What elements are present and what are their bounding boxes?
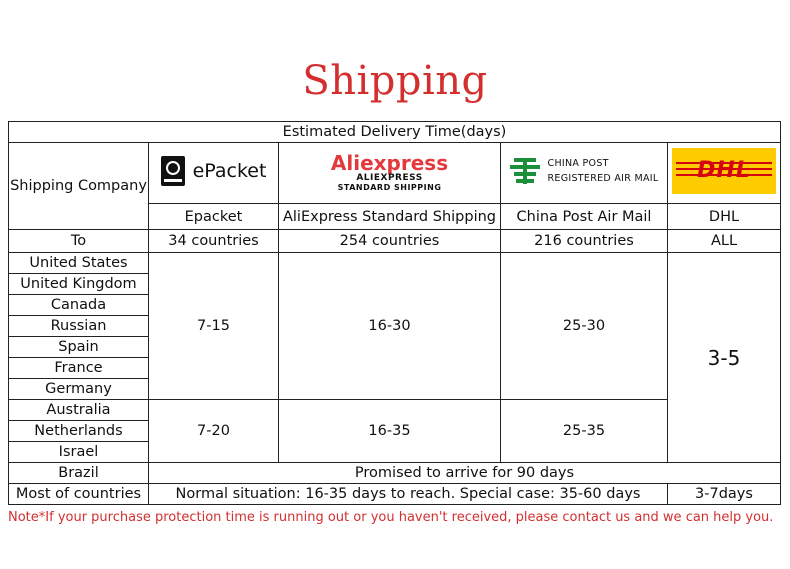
to-dhl: ALL — [668, 230, 781, 253]
group1-aliexpress-time: 16-30 — [279, 253, 501, 400]
country-cell: Netherlands — [9, 421, 149, 442]
epacket-logo — [161, 156, 267, 186]
chinapost-logo — [510, 156, 659, 186]
group2-chinapost-time: 25-35 — [501, 400, 668, 463]
header-row — [9, 122, 781, 143]
carrier-epacket: Epacket — [149, 204, 279, 230]
group2-epacket-time: 7-20 — [149, 400, 279, 463]
country-cell: Brazil — [9, 463, 149, 484]
carrier-aliexpress: AliExpress Standard Shipping — [279, 204, 501, 230]
to-epacket: 34 countries — [149, 230, 279, 253]
brazil-text: Promised to arrive for 90 days — [149, 463, 781, 484]
aliexpress-logo-main: Aliexpress — [330, 151, 449, 176]
note-text: Note*If your purchase protection time is running out or you haven't received, please contact us and we can help you. — [8, 510, 774, 525]
carrier-dhl: DHL — [668, 204, 781, 230]
country-cell: Australia — [9, 400, 149, 421]
to-row — [9, 230, 781, 253]
aliexpress-logo-cell — [279, 143, 501, 204]
group1-epacket-time: 7-15 — [149, 253, 279, 400]
country-cell: Spain — [9, 337, 149, 358]
shipping-table — [8, 121, 781, 505]
group1-chinapost-time: 25-30 — [501, 253, 668, 400]
chinapost-line2: REGISTERED AIR MAIL — [547, 173, 659, 185]
brazil-row — [9, 463, 781, 484]
carrier-chinapost: China Post Air Mail — [501, 204, 668, 230]
country-cell: Most of countries — [9, 484, 149, 505]
chinapost-logo-text — [548, 156, 659, 186]
to-aliexpress: 254 countries — [279, 230, 501, 253]
most-countries-text: Normal situation: 16-35 days to reach. Special case: 35-60 days — [149, 484, 668, 505]
most-countries-dhl: 3-7days — [668, 484, 781, 505]
country-cell: France — [9, 358, 149, 379]
country-cell: Israel — [9, 442, 149, 463]
dhl-time: 3-5 — [668, 253, 781, 463]
table-header: Estimated Delivery Time(days) — [9, 122, 781, 143]
country-cell: Canada — [9, 295, 149, 316]
shipping-company-label: Shipping Company — [9, 143, 149, 230]
dhl-logo-text: DHL — [697, 158, 751, 183]
table-row — [9, 400, 781, 421]
group2-aliexpress-time: 16-35 — [279, 400, 501, 463]
epacket-logo-cell — [149, 143, 279, 204]
chinapost-emblem-icon — [510, 156, 540, 186]
aliexpress-logo — [331, 152, 448, 193]
dhl-logo-cell — [668, 143, 781, 204]
chinapost-logo-cell — [501, 143, 668, 204]
epacket-box-icon — [161, 156, 185, 186]
country-cell: Russian — [9, 316, 149, 337]
table-row — [9, 253, 781, 274]
aliexpress-logo-sub1: ALIEXPRESS — [356, 173, 423, 184]
chinapost-line1: CHINA POST — [547, 157, 609, 169]
country-cell: United States — [9, 253, 149, 274]
dhl-logo — [672, 148, 776, 194]
to-label: To — [9, 230, 149, 253]
page-title: Shipping — [302, 58, 488, 104]
country-cell: Germany — [9, 379, 149, 400]
most-countries-row — [9, 484, 781, 505]
aliexpress-logo-sub2: STANDARD SHIPPING — [337, 182, 442, 192]
logo-row — [9, 143, 781, 204]
to-chinapost: 216 countries — [501, 230, 668, 253]
country-cell: United Kingdom — [9, 274, 149, 295]
epacket-logo-text: ePacket — [192, 160, 267, 182]
